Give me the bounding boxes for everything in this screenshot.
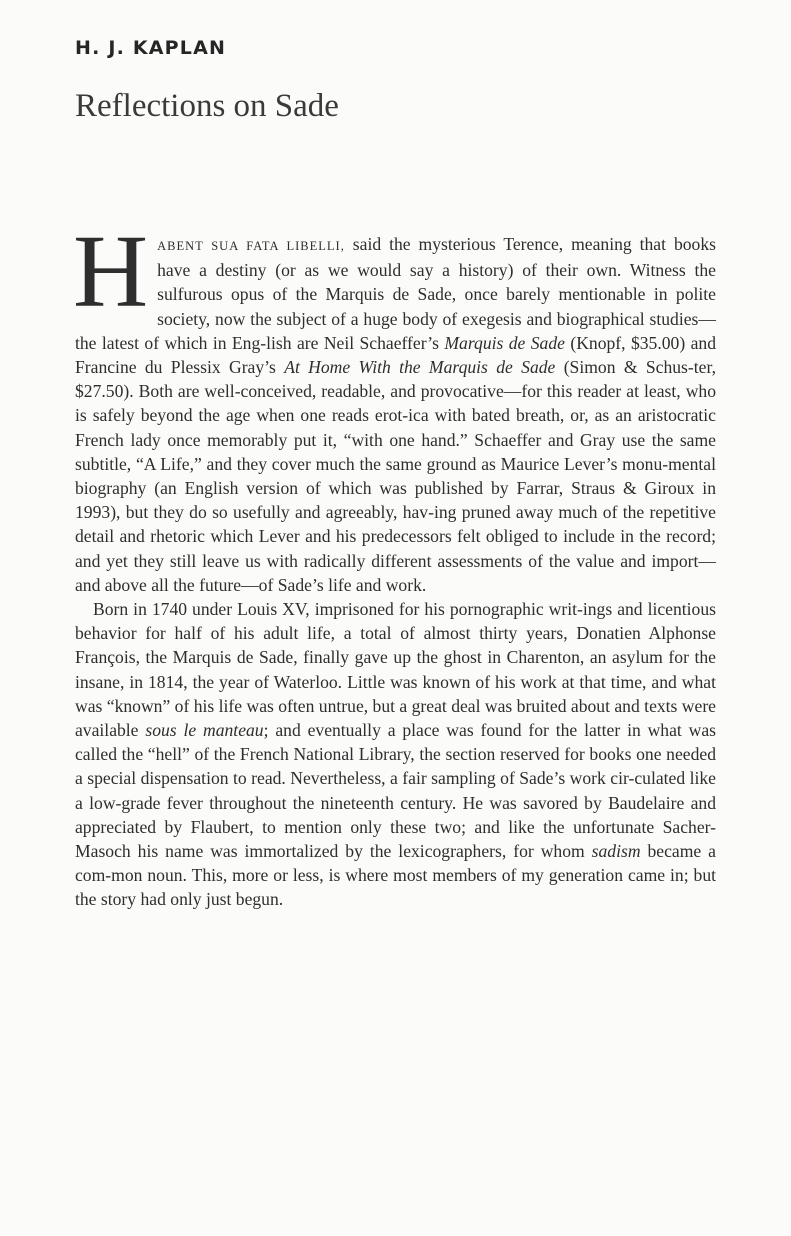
paragraph-2-text-c: became a com-mon noun. This, more or less, is where most members of my generation came in; but the story had only just begun. — [75, 841, 716, 910]
italic-phrase: sous le manteau — [145, 720, 264, 741]
article-title: Reflections on Sade — [75, 88, 339, 124]
paragraph-2-text-a: Born in 1740 under Louis XV, imprisoned for his pornographic writ-ings and licentious behavior for half of his adult life, a total of almost thirty years, Donatien Alphonse François, the Marquis de Sade, finally gave up the ghost in Charenton, an asylum for the insane, in 1814, the year of Waterloo. Little was known of his work at that time, and what was “known” of his life was often untrue, but a great deal was bruited about and texts were available — [75, 599, 716, 741]
article-body — [73, 214, 716, 912]
paragraph-2-text-b: ; and eventually a place was found for the latter in what was called the “hell” of the French National Library, the section reserved for books one needed a special dispensation to read. Nevertheless, a fair sampling of Sade’s work cir-culated like a low-grade fever throughout the nineteenth century. He was savored by Baudelaire and appreciated by Flaubert, to mention only these two; and like the unfortunate Sacher-Masoch his name was immortalized by the lexicographers, for whom — [75, 720, 716, 862]
italic-word: sadism — [591, 841, 641, 862]
opening-small-caps: ABENT SUA FATA LIBELLI, — [157, 239, 345, 253]
drop-cap: H — [73, 214, 149, 329]
paragraph-1-text-c: (Simon & Schus-ter, $27.50). Both are well-conceived, readable, and provocative—for this reader at least, who is safely beyond the age when one reads erot-ica with bated breath, or, as an aristocratic French lady once memorably put it, “with one hand.” Schaeffer and Gray use the same subtitle, “A Life,” and they cover much the same ground as Maurice Lever’s monu-mental biography (an English version of which was published by Farrar, Straus & Giroux in 1993), but they do so usefully and agreeably, hav-ing pruned away much of the repetitive detail and rhetoric which Lever and his predecessors felt obliged to include in the record; and yet they still leave us with radically different assessments of the value and import—and above all the future—of Sade’s life and work. — [75, 357, 716, 595]
author-name: H. J. KAPLAN — [75, 37, 227, 59]
paragraph-2 — [75, 597, 716, 912]
article-page — [73, 34, 716, 910]
paragraph-1-text-b: (Knopf, $35.00) and Francine du Plessix Gray’s — [75, 332, 716, 378]
paragraph-1-text-a: said the mysterious Terence, meaning that books have a destiny (or as we would say a history) of their own. Witness the sulfurous opus of the Marquis de Sade, once barely mentionable in polite society, now the subject of a huge body of exegesis and biographical studies—the latest of which in Eng-lish are Neil Schaeffer’s — [75, 234, 716, 353]
book-title-schaeffer: Marquis de Sade — [444, 332, 565, 353]
paragraph-1 — [73, 214, 716, 597]
book-title-gray: At Home With the Marquis de Sade — [284, 357, 556, 378]
